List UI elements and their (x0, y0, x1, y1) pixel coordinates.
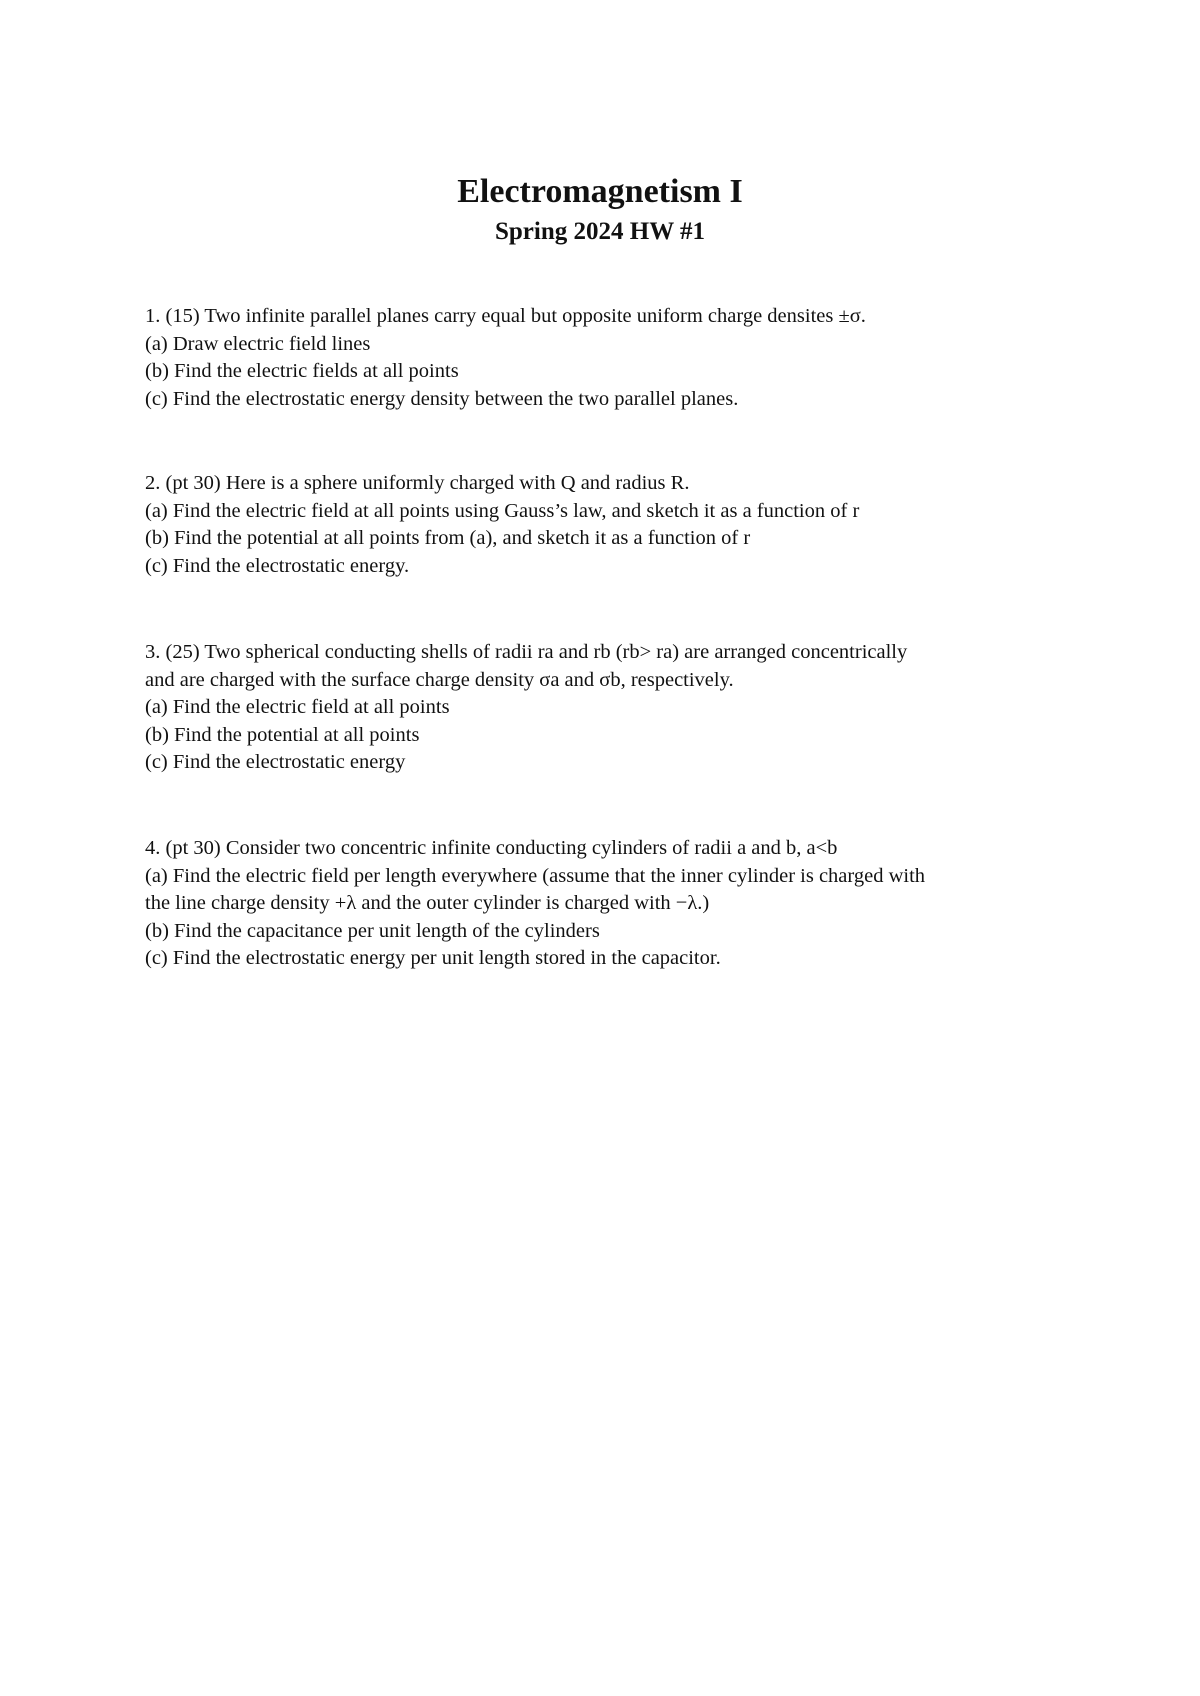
problem-1-part-b: (b) Find the electric fields at all points (145, 360, 459, 382)
problem-4-statement: 4. (pt 30) Consider two concentric infinite conducting cylinders of radii a and b, a<b (145, 837, 838, 859)
problem-4-part-a: (a) Find the electric field per length everywhere (assume that the inner cylinder is charged with (145, 864, 926, 887)
problem-2 (145, 470, 1085, 580)
problem-3-part-b: (b) Find the potential at all points (145, 723, 420, 746)
problem-3-part-c: (c) Find the electrostatic energy (145, 751, 406, 773)
problem-2-part-a: (a) Find the electric field at all points using Gauss’s law, and sketch it as a function of r (145, 499, 860, 522)
problem-4-part-c: (c) Find the electrostatic energy per unit length stored in the capacitor. (145, 947, 721, 969)
problem-1 (145, 303, 1085, 413)
problem-2-statement: 2. (pt 30) Here is a sphere uniformly charged with Q and radius R. (145, 472, 690, 494)
problem-3-statement: 3. (25) Two spherical conducting shells of radii ra and rb (rb> ra) are arranged concentrically (145, 641, 908, 663)
problem-3-part-a: (a) Find the electric field at all points (145, 696, 450, 718)
problem-1-statement: 1. (15) Two infinite parallel planes carry equal but opposite uniform charge densites ±σ. (145, 305, 866, 327)
problem-4-part-b: (b) Find the capacitance per unit length of the cylinders (145, 919, 600, 942)
problem-4-part-a-continued: the line charge density +λ and the outer cylinder is charged with −λ.) (145, 892, 710, 914)
document-title: Electromagnetism I (457, 173, 743, 210)
problem-3-statement-continued: and are charged with the surface charge density σa and σb, respectively. (145, 668, 734, 691)
document-subtitle: Spring 2024 HW #1 (495, 218, 705, 245)
problem-1-part-a: (a) Draw electric field lines (145, 332, 371, 355)
problem-4 (145, 835, 1085, 973)
problem-2-part-b: (b) Find the potential at all points from (a), and sketch it as a function of r (145, 527, 751, 549)
problem-2-part-c: (c) Find the electrostatic energy. (145, 554, 410, 577)
problem-1-part-c: (c) Find the electrostatic energy density between the two parallel planes. (145, 387, 739, 410)
problem-3 (145, 639, 1085, 777)
